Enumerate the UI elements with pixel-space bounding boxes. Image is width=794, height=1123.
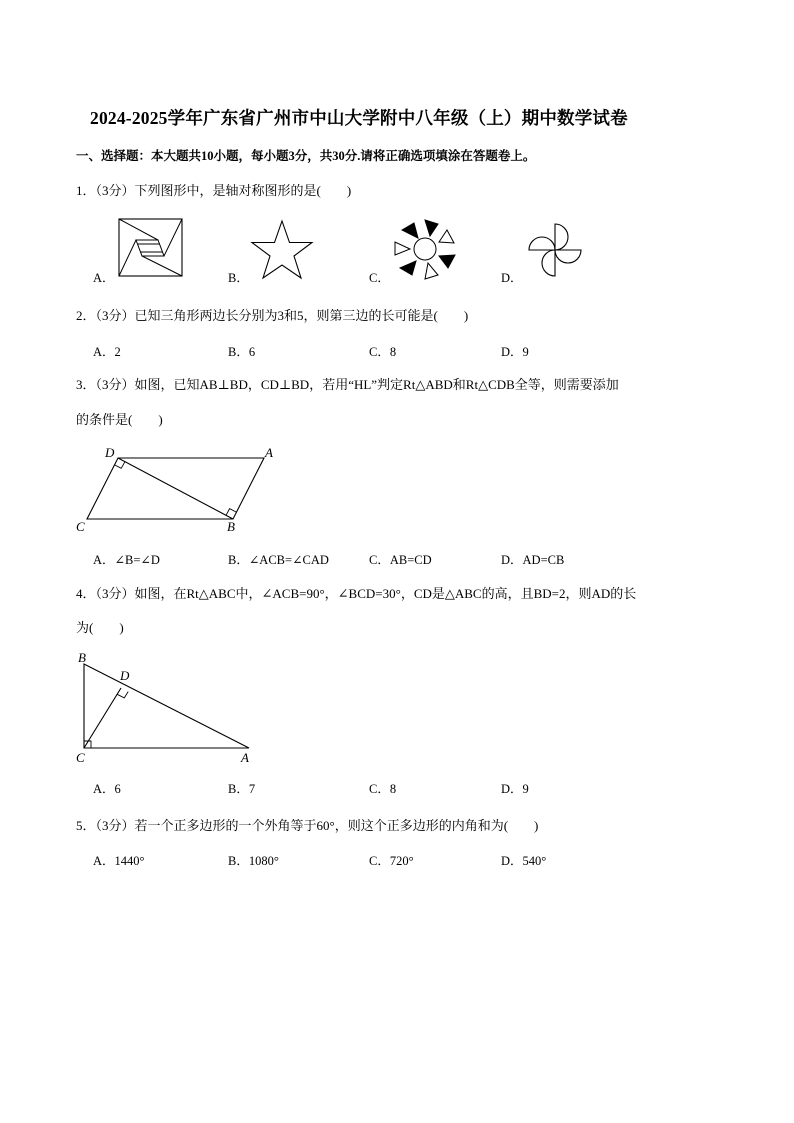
q4-label-c: C [76,750,85,765]
question-4-stem-line1: 4．（3分）如图，在Rt△ABC中，∠ACB=90°，∠BCD=30°，CD是△ABC的高，且BD=2，则AD的长 [76,586,637,601]
q5-option-b[interactable]: B．1080° [228,854,279,868]
q1-option-c[interactable]: C． [369,271,390,285]
q1-option-c-figure [392,218,458,280]
q4-option-d[interactable]: D．9 [501,782,529,796]
q2-option-b[interactable]: B．6 [228,345,256,359]
q4-option-c[interactable]: C．8 [369,782,397,796]
q4-option-b[interactable]: B．7 [228,782,256,796]
question-5-stem: 5．（3分）若一个正多边形的一个外角等于60°，则这个正多边形的内角和为( ) [76,818,539,833]
q5-option-a[interactable]: A．1440° [93,854,145,868]
q2-option-c[interactable]: C．8 [369,345,397,359]
q2-option-d[interactable]: D．9 [501,345,529,359]
q1-option-a-figure [118,218,184,278]
q4-label-d: D [120,668,130,683]
q4-option-a[interactable]: A．6 [93,782,121,796]
q3-label-c: C [76,519,85,534]
q1-option-d-pinwheel [527,222,583,278]
q1-option-d[interactable]: D． [501,271,523,285]
q4-figure [70,648,270,768]
q5-option-c[interactable]: C．720° [369,854,414,868]
q4-label-a: A [241,750,249,765]
question-2-stem: 2．（3分）已知三角形两边长分别为3和5，则第三边的长可能是( ) [76,308,469,323]
question-1-stem: 1．（3分）下列图形中，是轴对称图形的是( ) [76,183,352,198]
q3-option-d[interactable]: D．AD=CB [501,553,565,567]
q1-option-a[interactable]: A． [93,271,115,285]
q3-label-d: D [105,445,115,460]
q3-label-a: A [265,445,273,460]
q3-option-c[interactable]: C．AB=CD [369,553,432,567]
q2-option-a[interactable]: A．2 [93,345,121,359]
question-3-stem-line1: 3．（3分）如图，已知AB⊥BD，CD⊥BD，若用“HL”判定Rt△ABD和Rt△CDB全等，则需要添加 [76,377,619,392]
question-3-stem-line2: 的条件是( ) [76,412,163,427]
q1-option-b-star [250,220,314,280]
q3-option-b[interactable]: B．∠ACB=∠CAD [228,553,329,567]
q3-figure [70,442,290,537]
q1-option-b[interactable]: B． [228,271,249,285]
q3-label-b: B [227,519,235,534]
q3-option-a[interactable]: A．∠B=∠D [93,553,160,567]
page-title: 2024-2025学年广东省广州市中山大学附中八年级（上）期中数学试卷 [90,108,628,128]
question-4-stem-line2: 为( ) [76,620,124,635]
q4-label-b: B [78,650,86,665]
q5-option-d[interactable]: D．540° [501,854,547,868]
section-heading: 一、选择题：本大题共10小题，每小题3分，共30分.请将正确选项填涂在答题卷上。 [76,149,536,163]
